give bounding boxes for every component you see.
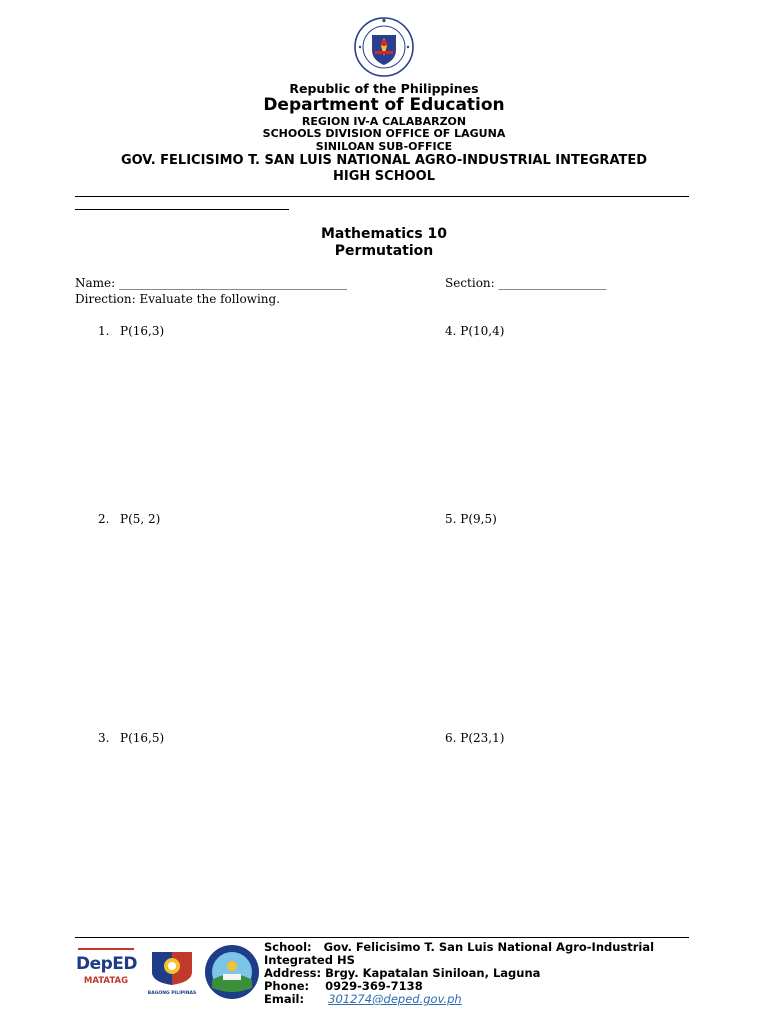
bagong-pilipinas-logo bbox=[144, 946, 200, 996]
footer-address: Address: Brgy. Kapatalan Siniloan, Laguna bbox=[264, 966, 541, 980]
bagong-pilipinas-emblem-icon bbox=[144, 946, 200, 986]
problem-6-expression: 6. P(23,1) bbox=[445, 731, 505, 745]
problem-1-expression: P(16,3) bbox=[120, 324, 165, 338]
problem-2-number: 2. bbox=[98, 512, 110, 526]
problem-3-number: 3. bbox=[98, 731, 110, 745]
deped-seal-logo bbox=[349, 16, 419, 78]
school-name-line2: HIGH SCHOOL bbox=[333, 169, 435, 184]
footer-phone-value: 0929-369-7138 bbox=[325, 979, 423, 993]
deped-logo-text: DepED bbox=[76, 954, 138, 974]
footer-divider-line bbox=[75, 937, 689, 938]
deped-matatag-logo bbox=[76, 948, 136, 996]
direction-text: Direction: Evaluate the following. bbox=[75, 292, 281, 306]
problem-2-expression: P(5, 2) bbox=[120, 512, 161, 526]
republic-heading: Republic of the Philippines bbox=[289, 81, 479, 96]
header-divider-line bbox=[75, 196, 689, 197]
school-seal-logo bbox=[203, 944, 261, 1000]
bagong-pilipinas-text: BAGONG PILIPINAS bbox=[147, 991, 197, 996]
division-heading: SCHOOLS DIVISION OFFICE OF LAGUNA bbox=[262, 127, 506, 140]
problem-3-expression: P(16,5) bbox=[120, 731, 165, 745]
footer-email-label: Email: bbox=[264, 992, 305, 1006]
problem-4-expression: 4. P(10,4) bbox=[445, 324, 505, 338]
topic-title: Permutation bbox=[334, 243, 434, 259]
footer-school-value: Gov. Felicisimo T. San Luis National Agro-Industrial bbox=[323, 940, 655, 954]
matatag-logo-text: MATATAG bbox=[83, 976, 129, 986]
region-heading: REGION IV-A CALABARZON bbox=[301, 115, 467, 128]
problem-1-number: 1. bbox=[98, 324, 110, 338]
subject-title: Mathematics 10 bbox=[320, 226, 448, 242]
problem-5-expression: 5. P(9,5) bbox=[445, 512, 497, 526]
section-field[interactable]: Section: __________________ bbox=[445, 276, 607, 290]
school-name-line1: GOV. FELICISIMO T. SAN LUIS NATIONAL AGRO-INDUSTRIAL INTEGRATED bbox=[120, 153, 648, 168]
department-heading: Department of Education bbox=[263, 95, 505, 115]
footer-email-link[interactable]: 301274@deped.gov.ph bbox=[328, 992, 462, 1006]
sub-office-heading: SINILOAN SUB-OFFICE bbox=[315, 140, 453, 153]
footer-school-label: School: bbox=[264, 940, 312, 954]
footer-phone-label: Phone: bbox=[264, 979, 310, 993]
footer-email bbox=[264, 993, 462, 1006]
header-divider-line-short bbox=[75, 209, 289, 210]
name-field[interactable]: Name: ______________________________________ bbox=[75, 276, 347, 290]
footer-school-line2: Integrated HS bbox=[264, 953, 355, 967]
